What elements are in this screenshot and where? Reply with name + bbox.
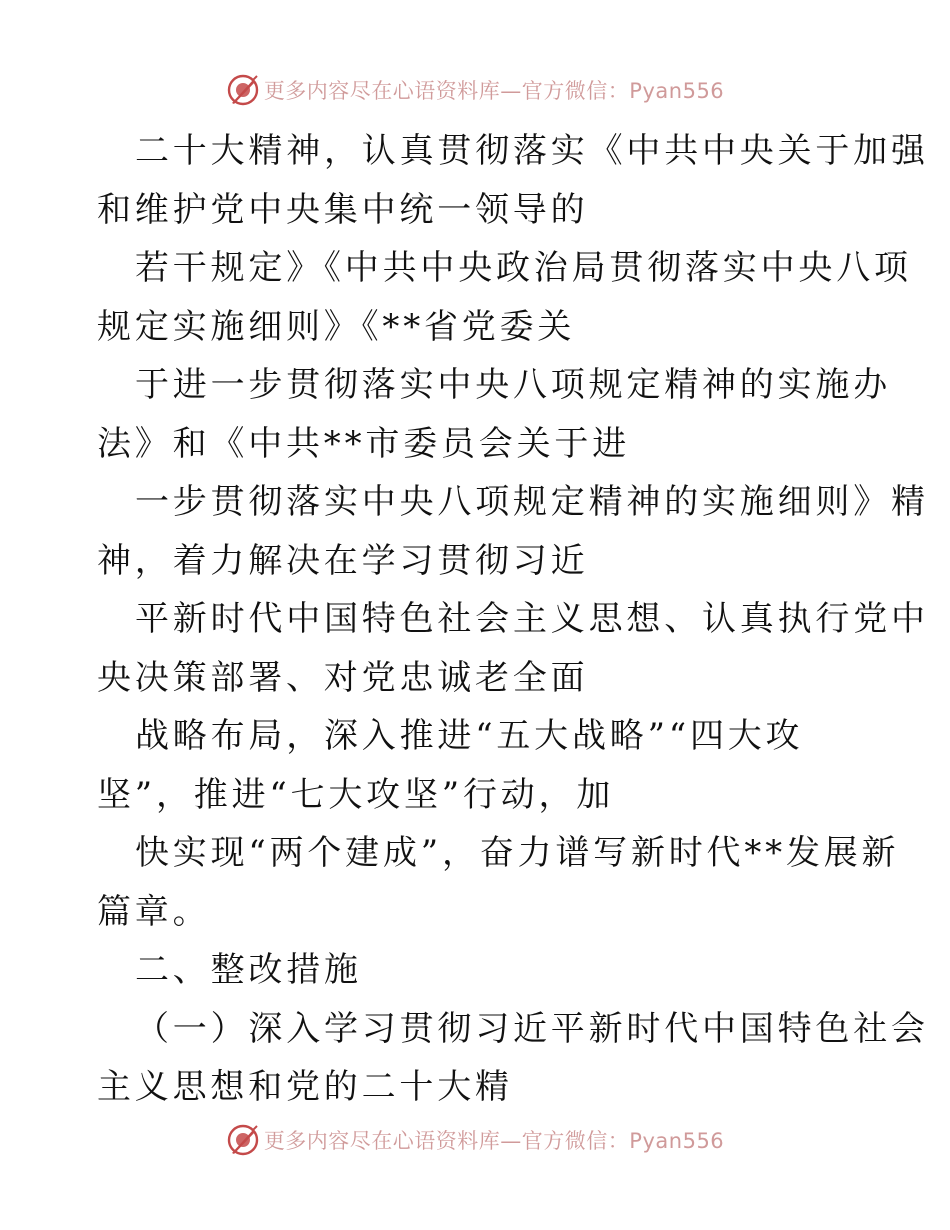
text-line: 神，着力解决在学习贯彻习近: [97, 540, 589, 581]
text-line: 篇章。: [97, 891, 211, 932]
text-line: 法》和《中共**市委员会关于进: [97, 423, 630, 464]
section-heading: 二、整改措施: [135, 950, 362, 990]
quill-logo-icon: [226, 1123, 260, 1157]
quill-logo-icon: [226, 73, 260, 107]
text-line: 一步贯彻落实中央八项规定精神的实施细则》精: [135, 482, 929, 522]
text-line: （一）深入学习贯彻习近平新时代中国特色社会: [135, 1008, 929, 1049]
header-watermark-text: 更多内容尽在心语资料库—官方微信：Pyan556: [263, 79, 725, 103]
document-body: [97, 122, 929, 1117]
text-line: 央决策部署、对党忠诚老全面: [97, 657, 589, 698]
header-watermark: [0, 68, 950, 112]
text-line: 若干规定》《中共中央政治局贯彻落实中央八项: [135, 248, 912, 288]
footer-watermark-text: 更多内容尽在心语资料库—官方微信：Pyan556: [263, 1129, 725, 1153]
text-line: 二十大精神，认真贯彻落实《中共中央关于加强: [135, 131, 929, 171]
text-line: 平新时代中国特色社会主义思想、认真执行党中: [135, 599, 929, 639]
text-line: 于进一步贯彻落实中央八项规定精神的实施办: [135, 365, 891, 405]
text-line: 主义思想和党的二十大精: [97, 1067, 513, 1107]
footer-watermark: [0, 1118, 950, 1162]
text-line: 规定实施细则》《**省党委关: [97, 306, 576, 347]
text-line: 和维护党中央集中统一领导的: [97, 189, 589, 230]
text-line: 战略布局，深入推进“五大战略”“四大攻: [135, 716, 804, 756]
text-line: 坚”，推进“七大攻坚”行动，加: [97, 774, 615, 815]
text-line: 快实现“两个建成”，奋力谱写新时代**发展新: [135, 833, 900, 873]
